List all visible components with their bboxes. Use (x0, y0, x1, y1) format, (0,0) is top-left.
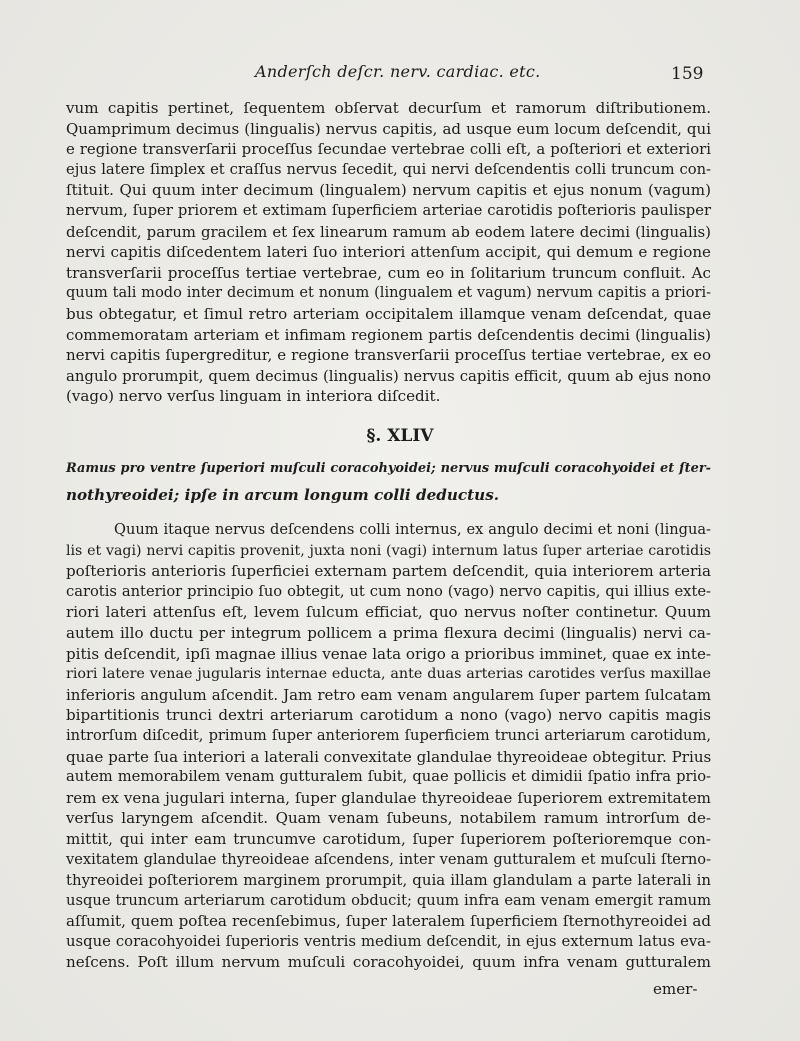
text-line: pitis deſcendit, ipſi magnae illius venae lata origo a prioribus imminet, quae ex inte- (66, 644, 711, 663)
text-line: autem illo ductu per integrum pollicem a prima flexura decimi (lingualis) nervi ca- (66, 623, 711, 642)
summary-line: Ramus pro ventre ſuperiori muſculi coracohyoidei; nervus muſculi coracohyoidei et ſter- (66, 461, 711, 476)
text-line: angulo prorumpit, quem decimus (lingualis) nervus capitis efficit, quum ab ejus nono (66, 366, 711, 385)
text-line: commemoratam arteriam et infimam regionem partis deſcendentis decimi (lingualis) (66, 325, 711, 344)
text-line: inferioris angulum aſcendit. Jam retro eam venam angularem ſuper partem ſulcatam (66, 685, 711, 704)
text-line: ejus latere ſimplex et craſſus nervus ſecedit, qui nervi deſcendentis colli truncum con- (66, 160, 711, 178)
text-line: verſus laryngem aſcendit. Quam venam ſubeuns, notabilem ramum introrſum de- (66, 809, 711, 828)
section-summary (66, 456, 711, 508)
text-line: vum capitis pertinet, ſequentem obſervat decurſum et ramorum diſtributionem. (66, 99, 711, 117)
text-line: ſtituit. Qui quum inter decimum (lingualem) nervum capitis et ejus nonum (vagum) (66, 181, 711, 200)
text-line: (vago) nervo verſus linguam in interiora diſcedit. (66, 387, 441, 406)
text-line: transverſarii proceſſus tertiae vertebrae, cum eo in ſolitarium truncum confluit. Ac (66, 263, 711, 282)
text-line: deſcendit, parum gracilem et ſex linearum ramum ab eodem latere decimi (lingualis) (66, 222, 711, 241)
text-line: quae parte ſua interiori a laterali convexitate glandulae thyreoideae obtegitur. Prius (66, 747, 712, 766)
text-line: autem memorabilem venam gutturalem ſubit, quae pollicis et dimidii ſpatio infra prio- (66, 768, 711, 786)
text-line: poſterioris anterioris ſuperficiei externam partem deſcendit, quia interiorem arteria (66, 562, 711, 581)
text-line: nervum, ſuper priorem et extimam ſuperficiem arteriae carotidis poſterioris paulisper (66, 201, 711, 219)
text-line: quum tali modo inter decimum et nonum (lingualem et vagum) nervum capitis a priori- (66, 285, 711, 302)
text-line: aſſumit, quem poſtea recenſebimus, ſuper lateralem ſuperficiem ſternothyreoidei ad (66, 912, 711, 931)
text-line: usque truncum arteriarum carotidum obducit; quum infra eam venam emergit ramum (66, 891, 711, 909)
text-line: e regione transverſarii proceſſus ſecundae vertebrae colli eſt, a poſteriori et exteriori (66, 140, 711, 159)
text-line: vexitatem glandulae thyreoideae aſcendens, inter venam gutturalem et muſculi ſterno- (66, 850, 711, 868)
text-line: Quum itaque nervus deſcendens colli internus, ex angulo decimi et noni (lingua- (114, 521, 711, 538)
running-title: Anderſch deſcr. nerv. cardiac. etc. (255, 62, 541, 81)
catchword: emer- (653, 980, 698, 998)
text-line: mittit, qui inter eam truncumve carotidum, ſuper ſuperiorem poſterioremque con- (66, 829, 711, 848)
text-line: rem ex vena jugulari interna, ſuper glandulae thyreoideae ſuperiorem extremitatem (66, 788, 711, 807)
text-line: neſcens. Poſt illum nervum muſculi coracohyoidei, quum infra venam gutturalem (66, 953, 711, 972)
text-line: lis et vagi) nervi capitis provenit, juxta noni (vagi) internum latus ſuper arteriae carotidis (66, 542, 711, 559)
text-line: introrſum diſcedit, primum ſuper anteriorem ſuperficiem trunci arteriarum carotidum, (66, 726, 711, 744)
text-line: riori lateri attenſus eſt, levem ſulcum efficiat, quo nervus noſter continetur. Quum (66, 603, 711, 622)
paragraph-main (66, 520, 711, 973)
text-line: usque coracohyoidei ſuperioris ventris medium deſcendit, in ejus externum latus eva- (66, 932, 711, 950)
paragraph-continued (66, 98, 711, 407)
summary-line: nothyreoidei; ipſe in arcum longum colli deductus. (66, 486, 500, 504)
page-number: 159 (671, 64, 704, 84)
text-line: thyreoidei poſteriorem marginem prorumpit, quia illam glandulam a parte laterali in (66, 871, 711, 890)
text-line: bus obtegatur, et ſimul retro arteriam occipitalem illamque venam deſcendat, quae (66, 304, 711, 323)
text-line: carotis anterior principio ſuo obtegit, ut cum nono (vago) nervo capitis, qui illius exte- (66, 582, 711, 600)
text-line: nervi capitis diſcedentem lateri ſuo interiori attenſum accipit, qui demum e regione (66, 243, 711, 262)
text-line: riori latere venae jugularis internae educta, ante duas arterias carotides verſus maxillae (66, 666, 711, 683)
text-line: nervi capitis ſupergreditur, e regione transverſarii proceſſus tertiae vertebrae, ex eo (66, 346, 711, 365)
section-heading: §. XLIV (366, 426, 434, 446)
text-line: Quamprimum decimus (lingualis) nervus capitis, ad usque eum locum deſcendit, qui (66, 119, 711, 138)
text-line: bipartitionis trunci dextri arteriarum carotidum a nono (vago) nervo capitis magis (66, 706, 711, 725)
